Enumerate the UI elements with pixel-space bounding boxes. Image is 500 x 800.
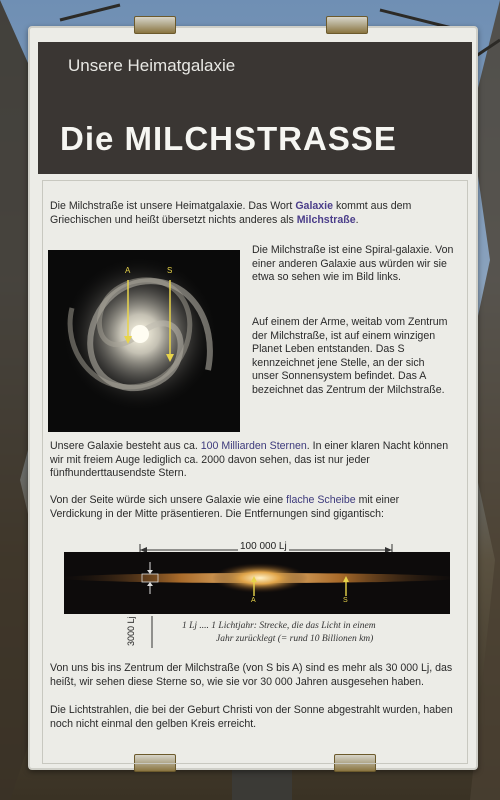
stars-text: Unsere Galaxie besteht aus ca. — [50, 440, 201, 452]
info-sign-board — [28, 26, 478, 770]
intro-text: Die Milchstraße ist unsere Heimatgalaxie. Das Wort — [50, 200, 296, 212]
intro-paragraph — [50, 200, 460, 227]
edge-marker-a-label: A — [251, 597, 256, 604]
spiral-galaxy-image — [48, 250, 240, 432]
height-dimension-label: 3000 Lj — [126, 616, 136, 646]
light-year-definition-1: 1 Lj .... 1 Lichtjahr: Strecke, die das Licht in einem — [182, 621, 376, 631]
mounting-clip — [326, 16, 368, 34]
sign-header — [38, 42, 472, 174]
intro-text: . — [355, 213, 359, 226]
sign-subtitle: Unsere Heimatgalaxie — [68, 56, 236, 75]
height-dimension-line — [142, 612, 162, 652]
side-text: Von der Seite würde sich unsere Galaxie wie eine — [50, 494, 287, 506]
sign-post — [232, 770, 292, 800]
arm-paragraph: Auf einem der Arme, weitab vom Zentrum der Milchstraße, ist auf einem winzigen Planet Leben entstanden. Das S kennzeichnet jene Stelle, an der sich unser Sonnensystem befindet. Das A bezeichnet das Zentrum der Milchstraße. — [252, 316, 448, 396]
side-text: mit einer Verdickung in der Mitte präsentieren. Die Entfernungen sind gigantisch: — [50, 494, 400, 520]
sign-title: Die MILCHSTRASSE — [60, 120, 397, 157]
edge-marker-s-label: S — [343, 597, 348, 604]
light-year-definition-2: Jahr zurücklegt (= rund 10 Billionen km) — [216, 634, 374, 644]
edge-on-galaxy-image — [64, 552, 450, 614]
width-dimension-label: 100 000 Lj — [240, 541, 287, 552]
light-paragraph: Die Lichtstrahlen, die bei der Geburt Christi von der Sonne abgestrahlt wurden, haben noch nicht einmal den gelben Kreis erreicht. — [50, 704, 453, 730]
edge-on-galaxy-graphic — [64, 552, 450, 614]
mounting-clip — [134, 16, 176, 34]
side-highlight: flache Scheibe — [286, 494, 356, 506]
marker-a-label: A — [125, 266, 131, 275]
marker-s-label: S — [167, 266, 173, 275]
intro-text: kommt aus dem Griechischen und heißt übersetzt nichts anderes als — [50, 200, 412, 226]
side-view-paragraph — [50, 494, 450, 521]
spiral-galaxy-graphic — [48, 250, 240, 432]
stars-text: . In einer klaren Nacht können wir mit freiem Auge lediglich ca. 2000 davon sehen, das ist nur jeder fünfhunderttausendste Stern. — [50, 440, 449, 480]
distance-paragraph: Von uns bis ins Zentrum der Milchstraße (von S bis A) sind es mehr als 30 000 Lj, das heißt, wir sehen diese Sterne so, wie sie vor 30 000 Jahren ausgesehen haben. — [50, 662, 453, 688]
intro-highlight-galaxie: Galaxie — [295, 200, 334, 212]
stars-highlight: 100 Milliarden Sternen — [200, 440, 307, 452]
intro-highlight-milchstrasse: Milchstraße — [296, 213, 356, 226]
stars-paragraph — [50, 440, 460, 481]
spiral-paragraph: Die Milchstraße ist eine Spiral-galaxie. Von einer anderen Galaxie aus würden wir sie etwa so sehen wie im Bild links. — [252, 244, 454, 284]
